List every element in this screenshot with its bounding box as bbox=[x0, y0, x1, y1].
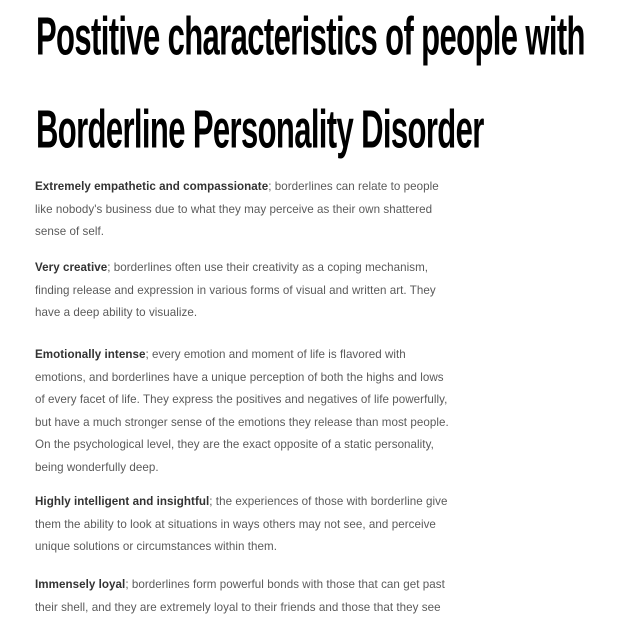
section-line: them the ability to look at situations in ways others may not see, and perceive bbox=[35, 517, 436, 531]
section-first-line bbox=[35, 491, 635, 514]
section-line: unique solutions or circumstances within them. bbox=[35, 540, 278, 554]
section-lead: Very creative bbox=[35, 261, 108, 274]
section-first-line bbox=[35, 574, 635, 597]
section-first-line bbox=[35, 344, 635, 367]
section-empathetic bbox=[35, 176, 635, 244]
section-line: On the psychological level, they are the exact opposite of a static personality, bbox=[35, 438, 434, 452]
section-intelligent bbox=[35, 491, 635, 559]
section-line: of every facet of life. They express the positives and negatives of life powerfully, bbox=[35, 393, 448, 407]
section-text: ; borderlines often use their creativity as a coping mechanism, bbox=[107, 261, 429, 274]
section-text: ; every emotion and moment of life is flavored with bbox=[145, 348, 406, 361]
section-line: their shell, and they are extremely loyal to their friends and those that they see bbox=[35, 600, 441, 614]
section-line: finding release and expression in various forms of visual and written art. They bbox=[35, 283, 436, 297]
section-first-line bbox=[35, 257, 635, 280]
section-lead: Highly intelligent and insightful bbox=[35, 495, 210, 508]
section-text: ; borderlines form powerful bonds with those that can get past bbox=[125, 578, 445, 591]
title-line-2: Borderline Personality Disorder bbox=[36, 99, 484, 160]
section-line: being wonderfully deep. bbox=[35, 460, 159, 474]
section-line: but have a much stronger sense of the emotions they release than most people. bbox=[35, 415, 449, 429]
section-line: emotions, and borderlines have a unique perception of both the highs and lows bbox=[35, 370, 444, 384]
section-line: like nobody's business due to what they may perceive as their own shattered bbox=[35, 202, 433, 216]
section-emotionally-intense bbox=[35, 344, 635, 480]
section-line: have a deep ability to visualize. bbox=[35, 306, 198, 320]
section-lead: Immensely loyal bbox=[35, 578, 126, 591]
section-lead: Extremely empathetic and compassionate bbox=[35, 180, 269, 193]
section-creative bbox=[35, 257, 635, 325]
section-first-line bbox=[35, 176, 635, 199]
section-lead: Emotionally intense bbox=[35, 348, 146, 361]
section-text: ; borderlines can relate to people bbox=[268, 180, 439, 193]
section-line: sense of self. bbox=[35, 225, 105, 239]
title-line-1: Postitive characteristics of people with bbox=[36, 6, 585, 67]
section-text: ; the experiences of those with borderline give bbox=[209, 495, 448, 508]
section-loyal bbox=[35, 574, 635, 619]
